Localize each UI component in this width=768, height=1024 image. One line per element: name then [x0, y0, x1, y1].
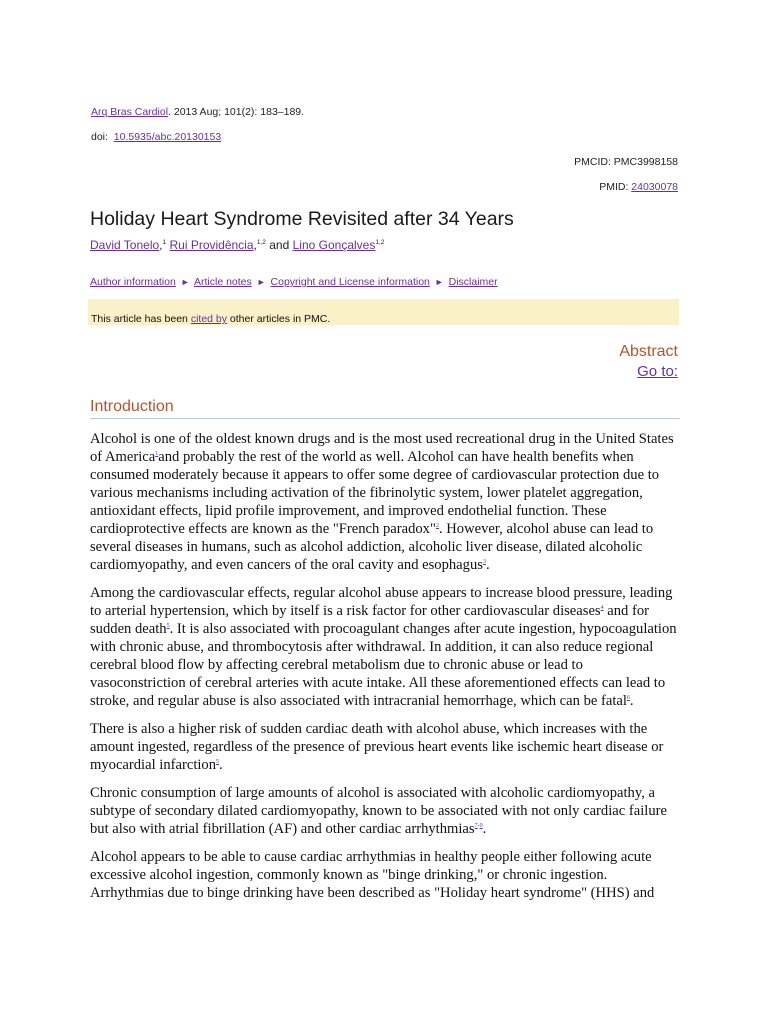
- goto-link[interactable]: Go to:: [637, 363, 678, 380]
- section-divider: [90, 418, 680, 419]
- citation-line: [91, 106, 304, 118]
- author-information-link[interactable]: Author information: [90, 276, 176, 288]
- expand-arrow-icon: ►: [256, 277, 266, 287]
- copyright-link[interactable]: Copyright and License information: [270, 276, 430, 288]
- article-notes-link[interactable]: Article notes: [193, 276, 252, 288]
- author-link-2[interactable]: Rui Providência: [169, 238, 254, 252]
- disclaimer-link[interactable]: Disclaimer: [448, 276, 498, 288]
- cited-by-box: This article has been cited by other articles in PMC.: [88, 299, 679, 325]
- paragraph: There is also a higher risk of sudden cardiac death with alcohol abuse, which increases with the amount ingested, regardless of the presence of previous heart events like ischemic heart disease or myocardial infarction$^5$.: [90, 721, 664, 773]
- author-link-1[interactable]: David Tonelo: [90, 238, 160, 252]
- pmid-line: [599, 181, 678, 193]
- doi-link[interactable]: 10.5935/abc.20130153: [113, 131, 222, 143]
- reference-link[interactable]: 5: [216, 759, 220, 766]
- paragraph: Alcohol is one of the oldest known drugs and is the most used recreational drug in the United States of America$^1$and probably the rest of the world as well. Alcohol can have health benefits when consumed moderately because it appears to offer some degree of cardiovascular protection due to various mechanisms including activation of the fibrinolytic system, lower platelet aggregation, antioxidant effects, lipid profile improvement, and improved endothelial function. These cardioprotective effects are known as the "French paradox"$^2$. However, alcohol abuse can lead to several diseases in humans, such as alcohol addiction, alcoholic liver disease, dilated alcoholic cardiomyopathy, and even cancers of the oral cavity and esophagus$^3$.: [90, 431, 674, 573]
- reference-link[interactable]: 9: [479, 823, 483, 830]
- reference-link[interactable]: 7: [474, 823, 478, 830]
- reference-link[interactable]: 6: [626, 695, 630, 702]
- article-title: Holiday Heart Syndrome Revisited after 34 Years: [90, 208, 514, 230]
- pmcid: PMCID: PMC3998158: [574, 156, 678, 168]
- citation-details: . 2013 Aug; 101(2): 183–189.: [168, 106, 305, 118]
- paragraph: Alcohol appears to be able to cause cardiac arrhythmias in healthy people either following acute excessive alcohol ingestion, commonly known as "binge drinking," or chronic ingestion. Arrhythmias due to binge drinking have been described as "Holiday heart syndrome" (HHS) and: [90, 849, 655, 901]
- reference-link[interactable]: 3: [482, 559, 486, 566]
- paragraph: Among the cardiovascular effects, regular alcohol abuse appears to increase blood pressure, leading to arterial hypertension, which by itself is a risk factor for other cardiovascular diseases$^4$ and for sudden death$^5$. It is also associated with procoagulant changes after acute ingestion, hypocoagulation with chronic abuse, and thrombocytosis after withdrawal. In addition, it can also reduce regional cerebral blood flow by affecting cerebral metabolism due to chronic abuse or lead to vasoconstriction of cerebral arteries with acute intake. All these aforementioned effects can lead to stroke, and regular abuse is also associated with intracranial hemorrhage, which can be fatal$^6$.: [90, 585, 677, 709]
- article-info-links: [90, 276, 498, 288]
- author-affil-3: 1,2: [375, 239, 385, 246]
- cited-by-link[interactable]: cited by: [190, 313, 227, 325]
- reference-link[interactable]: 2: [435, 523, 439, 530]
- journal-link[interactable]: Arq Bras Cardiol: [91, 106, 169, 118]
- pmid-label: PMID:: [599, 181, 632, 193]
- reference-link[interactable]: 4: [600, 605, 604, 612]
- author-link-3[interactable]: Lino Gonçalves: [292, 238, 376, 252]
- abstract-heading: Abstract: [619, 343, 678, 360]
- section-heading: Introduction: [90, 398, 174, 415]
- pmid-link[interactable]: 24030078: [631, 181, 678, 193]
- doi-label: doi:: [91, 131, 114, 143]
- reference-link[interactable]: 1: [155, 451, 159, 458]
- expand-arrow-icon: ►: [180, 277, 190, 287]
- reference-link[interactable]: 5: [166, 623, 170, 630]
- expand-arrow-icon: ►: [434, 277, 444, 287]
- author-affil-1: 1: [162, 239, 167, 246]
- author-affil-2: 1,2: [256, 239, 266, 246]
- author-list: David Tonelo,$^1$ Rui Providência,$^{1,2}$ and Lino Gonçalves$^{1,2}$: [90, 238, 385, 252]
- paragraph: Chronic consumption of large amounts of alcohol is associated with alcoholic cardiomyopathy, a subtype of secondary dilated cardiomyopathy, known to be associated with not only cardiac failure but also with atrial fibrillation (AF) and other cardiac arrhythmias$^{7-9}$.: [90, 785, 667, 837]
- article-body: [90, 430, 682, 912]
- doi-line: [91, 131, 221, 143]
